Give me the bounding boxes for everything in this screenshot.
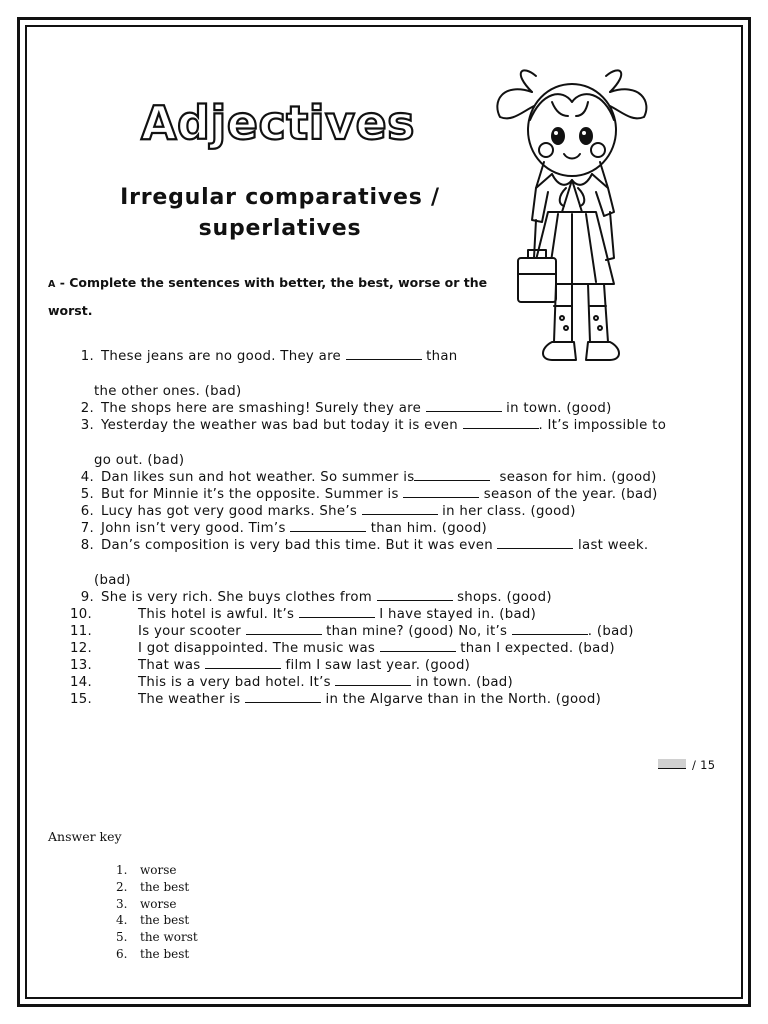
exercise-number: 5. <box>80 487 94 502</box>
answer-number: 2. <box>116 879 128 894</box>
exercise-item <box>48 674 728 691</box>
answer-text: worse <box>140 863 177 877</box>
exercise-item <box>48 417 728 434</box>
score-total: / 15 <box>692 758 716 772</box>
exercise-text-before: Yesterday the weather was bad but today it is even <box>101 418 463 433</box>
exercise-text-after: in town. (good) <box>501 401 612 416</box>
answer-blank[interactable] <box>299 606 375 618</box>
exercise-text-after: than <box>421 349 458 364</box>
exercise-text <box>138 606 728 623</box>
answer-blank[interactable] <box>512 623 588 635</box>
answer-number: 6. <box>116 946 128 961</box>
exercise-text-before: She is very rich. She buys clothes from <box>101 590 377 605</box>
score-blank[interactable] <box>658 759 686 769</box>
answer-key-item <box>116 946 198 963</box>
exercise-text <box>101 400 728 417</box>
answer-blank[interactable] <box>245 691 321 703</box>
score-box <box>658 758 715 772</box>
answer-blank[interactable] <box>205 657 281 669</box>
answer-blank[interactable] <box>377 589 453 601</box>
exercise-text-after: in the Algarve than in the North. (good) <box>321 692 602 707</box>
answer-key-item <box>116 879 198 896</box>
exercise-item <box>48 589 728 606</box>
exercise-text-before: Is your scooter <box>138 624 246 639</box>
exercise-text-after: shops. (good) <box>452 590 552 605</box>
answer-text: worse <box>140 896 177 911</box>
exercise-number: 6. <box>80 504 94 519</box>
exercise-item <box>48 640 728 657</box>
exercise-continuation: go out. (bad) <box>94 453 185 468</box>
exercise-text <box>138 674 728 691</box>
exercise-text <box>101 469 728 486</box>
worksheet-subtitle: Irregular comparatives / superlatives <box>120 185 440 241</box>
exercise-text <box>138 657 728 674</box>
exercise-text-before: Dan’s composition is very bad this time. But it was even <box>101 538 498 553</box>
exercise-number: 8. <box>80 538 94 553</box>
answer-blank[interactable] <box>463 417 539 429</box>
answer-key-item <box>116 896 198 913</box>
exercise-number: 7. <box>80 521 94 536</box>
exercise-text <box>101 503 728 520</box>
exercise-text-after: . It’s impossible to <box>538 418 667 433</box>
answer-key-title: Answer key <box>48 829 122 844</box>
exercise-number: 2. <box>80 401 94 416</box>
exercise-number: 14. <box>70 675 93 690</box>
exercise-text-before: I got disappointed. The music was <box>138 641 380 656</box>
answer-text: the best <box>140 946 190 961</box>
exercise-text <box>138 640 728 657</box>
exercise-number: 3. <box>80 418 94 433</box>
answer-blank[interactable] <box>497 537 573 549</box>
exercise-text <box>138 691 728 708</box>
exercise-text-after: than I expected. (bad) <box>455 641 615 656</box>
exercise-number: 10. <box>70 607 93 622</box>
exercise-text-before: This is a very bad hotel. It’s <box>138 675 336 690</box>
answer-blank[interactable] <box>290 520 366 532</box>
exercise-item <box>48 486 728 503</box>
worksheet-title: Adjectives <box>140 96 416 150</box>
exercise-item <box>48 657 728 674</box>
exercise-text-before: Dan likes sun and hot weather. So summer is <box>101 470 415 485</box>
exercise-text-after: than mine? (good) No, it’s <box>321 624 512 639</box>
exercise-text <box>101 589 728 606</box>
exercise-number: 15. <box>70 692 93 707</box>
answer-key-list <box>116 862 198 963</box>
exercise-text-before: John isn’t very good. Tim’s <box>101 521 291 536</box>
exercise-item <box>48 537 728 554</box>
answer-key-item <box>116 929 198 946</box>
instruction-text: - Complete the sentences with better, the best, worse or the worst. <box>48 275 488 318</box>
answer-blank[interactable] <box>362 503 438 515</box>
exercise-text-after: I have stayed in. (bad) <box>374 607 537 622</box>
exercise-text-before: But for Minnie it’s the opposite. Summer is <box>101 487 404 502</box>
answer-number: 3. <box>116 896 128 911</box>
answer-text: the worst <box>140 930 198 945</box>
answer-number: 5. <box>116 930 128 945</box>
exercise-continuation: (bad) <box>94 573 131 588</box>
exercise-item <box>48 691 728 708</box>
instruction-letter: A <box>48 279 56 290</box>
exercise-item <box>48 520 728 537</box>
exercise-text-after: in her class. (good) <box>437 504 576 519</box>
exercise-text-before: Lucy has got very good marks. She’s <box>101 504 362 519</box>
exercise-text <box>101 537 728 554</box>
exercise-text <box>138 623 728 640</box>
exercise-list <box>48 348 728 708</box>
answer-blank[interactable] <box>403 486 479 498</box>
exercise-text-after: season of the year. (bad) <box>479 487 658 502</box>
exercise-number: 9. <box>80 590 94 605</box>
exercise-text-after: season for him. (good) <box>490 470 657 485</box>
exercise-text <box>101 417 728 434</box>
answer-text: the best <box>140 879 190 894</box>
exercise-text-before: This hotel is awful. It’s <box>138 607 299 622</box>
exercise-number: 1. <box>80 349 94 364</box>
exercise-item <box>48 623 728 640</box>
exercise-number: 13. <box>70 658 93 673</box>
exercise-text <box>101 520 728 537</box>
answer-blank[interactable] <box>380 640 456 652</box>
exercise-text <box>101 486 728 503</box>
exercise-item <box>48 469 728 486</box>
answer-key-item <box>116 862 198 879</box>
answer-blank[interactable] <box>414 469 490 481</box>
instruction <box>48 270 498 324</box>
exercise-continuation: the other ones. (bad) <box>94 384 242 399</box>
exercise-text-after: last week. <box>573 538 649 553</box>
exercise-number: 4. <box>80 470 94 485</box>
exercise-item <box>48 503 728 520</box>
exercise-text-after: in town. (bad) <box>411 675 514 690</box>
answer-number: 1. <box>116 863 128 877</box>
exercise-text-after: film I saw last year. (good) <box>281 658 471 673</box>
schoolgirl-illustration <box>492 62 652 370</box>
answer-text: the best <box>140 913 190 928</box>
exercise-text-after: than him. (good) <box>366 521 488 536</box>
answer-number: 4. <box>116 913 128 928</box>
exercise-text-before: The shops here are smashing! Surely they are <box>101 401 426 416</box>
exercise-text-after: . (bad) <box>587 624 634 639</box>
exercise-text-before: That was <box>138 658 206 673</box>
exercise-number: 11. <box>70 624 93 639</box>
exercise-item <box>48 606 728 623</box>
answer-blank[interactable] <box>426 400 502 412</box>
answer-key-item <box>116 912 198 929</box>
answer-blank[interactable] <box>335 674 411 686</box>
exercise-text-before: These jeans are no good. They are <box>101 349 346 364</box>
answer-blank[interactable] <box>246 623 322 635</box>
exercise-text-before: The weather is <box>138 692 246 707</box>
answer-blank[interactable] <box>346 348 422 360</box>
exercise-number: 12. <box>70 641 93 656</box>
exercise-item <box>48 400 728 417</box>
